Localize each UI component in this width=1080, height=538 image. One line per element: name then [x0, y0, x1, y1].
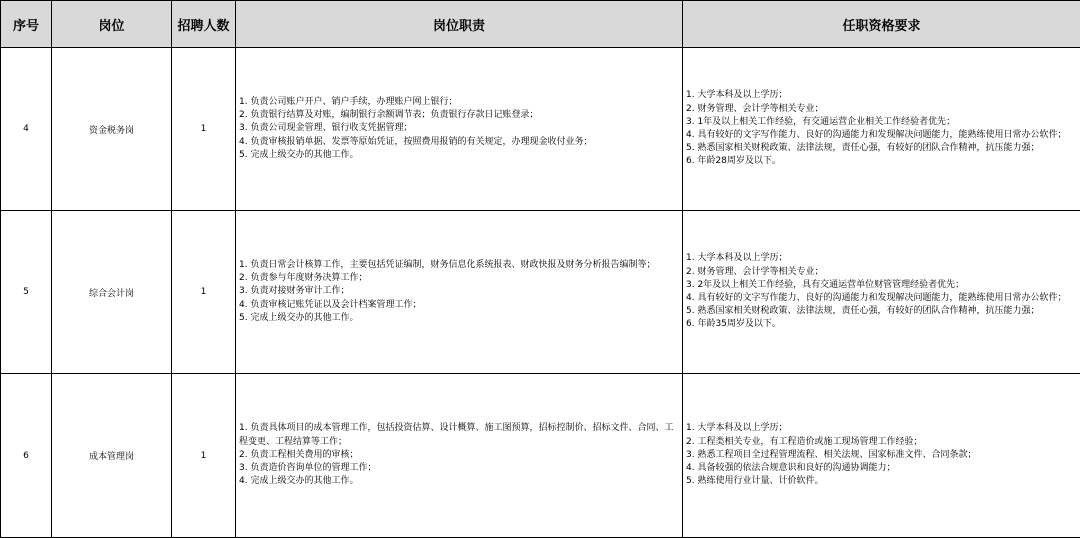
requirement-line: 5. 熟练使用行业计量、计价软件。 — [686, 476, 824, 487]
requirement-line: 2. 财务管理、会计学等相关专业； — [686, 266, 824, 277]
requirement-line: 1. 大学本科及以上学历； — [686, 253, 788, 264]
table-row — [1, 48, 1080, 211]
requirement-line: 2. 财务管理、会计学等相关专业； — [686, 103, 824, 114]
requirement-line: 3. 1年及以上相关工作经验，有交通运营企业相关工作经验者优先； — [686, 116, 956, 127]
position-cell: 资金税务岗 — [52, 48, 172, 211]
duty-line: 4. 负责审核报销单据、发票等原始凭证，按照费用报销的有关规定，办理现金收付业务； — [239, 136, 593, 147]
count-cell: 1 — [172, 211, 236, 374]
requirement-line: 2. 工程类相关专业，有工程造价或施工现场管理工作经验； — [686, 436, 923, 447]
header-duties: 岗位职责 — [236, 1, 683, 48]
requirement-line: 4. 具有较好的文字写作能力、良好的沟通能力和发现解决问题能力，能熟练使用日常办公软件； — [686, 293, 1067, 303]
requirements-cell — [683, 48, 1080, 211]
duty-line: 3. 负责造价咨询单位的管理工作； — [239, 463, 377, 474]
header-seq: 序号 — [1, 1, 52, 48]
duties-cell — [236, 374, 683, 538]
requirement-line: 5. 熟悉国家相关财税政策、法律法规，责任心强，有较好的团队合作精神，抗压能力强； — [686, 143, 1040, 154]
duty-line: 4. 完成上级交办的其他工作。 — [239, 476, 359, 487]
count-cell: 1 — [172, 48, 236, 211]
seq-cell: 4 — [1, 48, 52, 211]
requirement-line: 1. 大学本科及以上学历； — [686, 423, 788, 434]
requirement-line: 1. 大学本科及以上学历； — [686, 90, 788, 101]
seq-cell: 6 — [1, 374, 52, 538]
duty-line: 2. 负责银行结算及对账，编制银行余额调节表；负责银行存款日记账登录； — [239, 110, 539, 121]
seq-cell: 5 — [1, 211, 52, 374]
duty-line: 4. 负责审核记账凭证以及会计档案管理工作； — [239, 299, 422, 310]
duty-line: 5. 完成上级交办的其他工作。 — [239, 312, 359, 323]
requirement-line: 5. 熟悉国家相关财税政策、法律法规，责任心强，有较好的团队合作精神，抗压能力强； — [686, 306, 1040, 317]
requirement-line: 6. 年龄28周岁及以下。 — [686, 156, 781, 167]
duty-line: 5. 完成上级交办的其他工作。 — [239, 149, 359, 160]
header-requirements: 任职资格要求 — [683, 1, 1080, 48]
duty-line: 2. 负责工程相关费用的审核； — [239, 449, 359, 460]
table-row — [1, 211, 1080, 374]
duty-line: 3. 负责公司现金管理、银行收支凭据管理； — [239, 123, 413, 134]
duty-line: 3. 负责对接财务审计工作； — [239, 286, 350, 297]
duty-line: 1. 负责具体项目的成本管理工作，包括投资估算、设计概算、施工图预算，招标控制价、招标文件、合同、工程变更、工程结算等工作； — [239, 423, 674, 447]
table-row — [1, 374, 1080, 538]
requirements-cell — [683, 211, 1080, 374]
duties-cell — [236, 211, 683, 374]
requirement-line: 6. 年龄35周岁及以下。 — [686, 319, 781, 330]
header-position: 岗位 — [52, 1, 172, 48]
duty-line: 1. 负责公司账户开户、销户手续，办理账户网上银行； — [239, 96, 458, 107]
header-row — [1, 1, 1080, 48]
requirement-line: 3. 熟悉工程项目全过程管理流程、相关法规、国家标准文件、合同条款； — [686, 449, 977, 460]
duty-line: 1. 负责日常会计核算工作，主要包括凭证编制，财务信息化系统报表、财政快报及财务分析报告编制等； — [239, 259, 656, 270]
requirement-line: 4. 具有较好的文字写作能力、良好的沟通能力和发现解决问题能力，能熟练使用日常办公软件； — [686, 130, 1067, 140]
duty-line: 2. 负责参与年度财务决算工作； — [239, 273, 368, 284]
requirement-line: 3. 2年及以上相关工作经验，具有交通运营单位财管管理经验者优先； — [686, 279, 965, 290]
duties-cell — [236, 48, 683, 211]
position-cell: 成本管理岗 — [52, 374, 172, 538]
count-cell: 1 — [172, 374, 236, 538]
requirements-cell — [683, 374, 1080, 538]
requirement-line: 4. 具备较强的依法合规意识和良好的沟通协调能力； — [686, 463, 896, 474]
position-cell: 综合会计岗 — [52, 211, 172, 374]
header-count: 招聘人数 — [172, 1, 236, 48]
